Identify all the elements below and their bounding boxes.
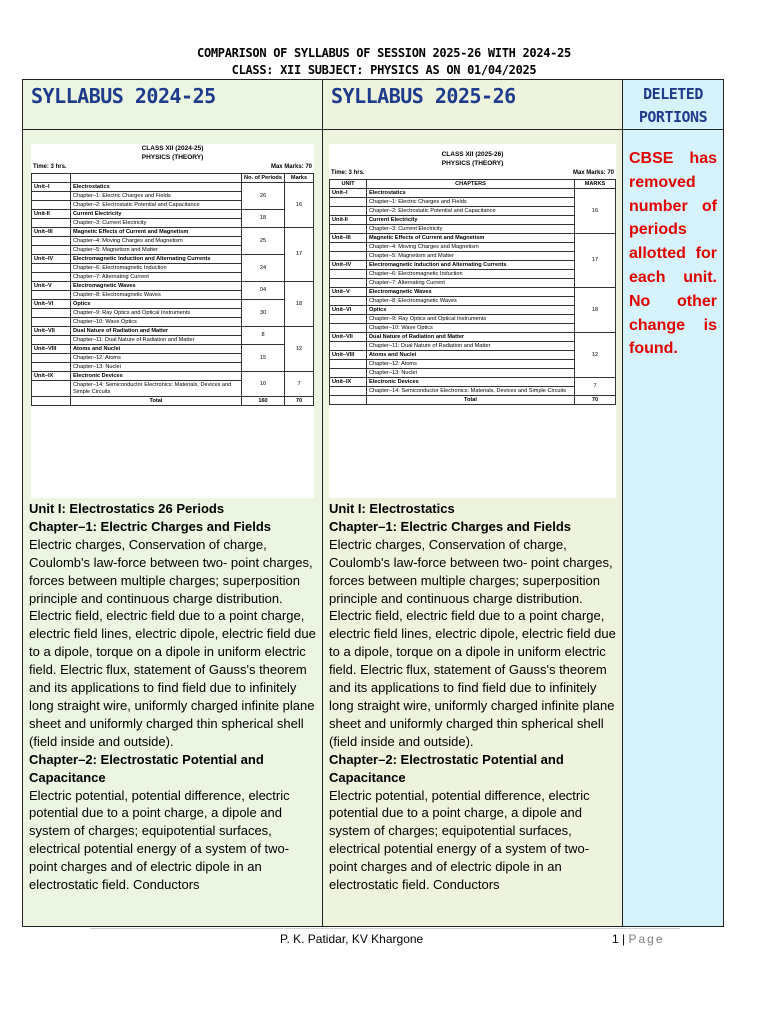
chapter-body: Electric charges, Conservation of charge, Coulomb's law-force between two- point charges, forces between multiple charges; superposition principle and continuous charge distribution. Electric field, electric field due to a point charge, electric field lines, electric dipole, electric field due to a dipole, torque on a dipole in uniform electric field. Electric flux, statement of Gauss's theorem and its applications to find field due to infinitely long straight wire, uniformly charged infinite plane sheet and uniformly charged thin spherical shell (field inside and outside). — [29, 536, 316, 749]
footer-divider — [90, 928, 680, 929]
chapter-heading: Chapter–2: Electrostatic Potential and Capacitance — [29, 751, 264, 785]
footer-author: P. K. Patidar, KV Khargone — [280, 932, 424, 946]
chapter-body: Electric charges, Conservation of charge, Coulomb's law-force between two- point charges, forces between multiple charges; superposition principle and continuous charge distribution. Electric field, electric field due to a point charge, electric field lines, electric dipole, electric field due to a dipole, torque on a dipole in uniform electric field. Electric flux, statement of Gauss's theorem and its applications to find field due to infinitely long straight wire, uniformly charged infinite plane sheet and uniformly charged thin spherical shell (field inside and outside). — [329, 536, 616, 749]
chapter-body: Electric potential, potential difference, electric potential due to a point charge, a dipole and system of charges; equipotential surfaces, electrical potential energy of a system of two-point charges and of electric dipole in an electrostatic field. Conductors — [29, 787, 290, 893]
chapter-heading: Chapter–1: Electric Charges and Fields — [29, 518, 272, 534]
col-heading-2024: SYLLABUS 2024-25 — [23, 80, 323, 130]
col-heading-deleted: DELETED PORTIONS — [623, 80, 724, 130]
comparison-table — [22, 79, 724, 927]
syllabus-table-image-2024: CLASS XII (2024-25) PHYSICS (THEORY) Time: 3 hrs. Max Marks: 70 No. of Periods Marks Unit–I Electrostatics 26 16 Chapter–1: Electric Charges and Fields Chapter–2: Electrostatic Potential and Capacitance Unit-II Current Electricity 18 Chapter–3: Current Electricity Unit–III Magnetic Effects of Current and Magnetism 25 17 Chapter–4: Moving Charges and Magnetism Chapter–5: Magnetism and Matter Unit–IV Electromagnetic Induction and Alternating Currents 24 Chapter–6: Electromagnetic Induction Chapter–7: Alternating Current Unit–V Electromagnetic Waves 04 18 Chapter–8: Electromagnetic Waves Unit–VI Optics 30 Chapter–9: Ray Optics and Optical Instruments Chapter–10: Wave Optics Unit–VII Dual Nature of Radiation and Matter 8 12 Chapter–11: Dual Nature of Radiation and Matter Unit–VIII Atoms and Nuclei 15 Chapter–12: Atoms Chapter–13: Nuclei Unit–IX Electronic Devices 10 7 Chapter–14: Semiconductor Electronics: Materials, Devices and Simple Circuits Total 160 70 — [31, 144, 314, 498]
cell-deleted — [623, 130, 724, 927]
doc-title: COMPARISON OF SYLLABUS OF SESSION 2025-26 WITH 2024-25 — [197, 46, 571, 60]
col-heading-2025: SYLLABUS 2025-26 — [323, 80, 623, 130]
syllabus-text-2024 — [23, 498, 322, 894]
chapter-heading: Chapter–2: Electrostatic Potential and Capacitance — [329, 751, 564, 785]
unit-heading: Unit I: Electrostatics — [329, 501, 455, 516]
page-number: 1 | Page — [612, 932, 665, 946]
unit-heading: Unit I: Electrostatics 26 Periods — [29, 501, 225, 516]
cell-2025 — [323, 130, 623, 927]
chapter-heading: Chapter–1: Electric Charges and Fields — [329, 518, 572, 534]
cell-2024 — [23, 130, 323, 927]
syllabus-text-2025 — [323, 498, 622, 894]
doc-subtitle: CLASS: XII SUBJECT: PHYSICS AS ON 01/04/2025 — [231, 63, 537, 77]
deleted-note: CBSE has removed number of periods allotted for each unit. No other change is found. — [629, 150, 717, 358]
syllabus-table-image-2025: CLASS XII (2025-26) PHYSICS (THEORY) Time: 3 hrs. Max Marks: 70 UNIT CHAPTERS MARKS Unit–I Electrostatics 16 Chapter–1: Electric Charges and Fields Chapter–2: Electrostatic Potential and Capacitance Unit-II Current Electricity Chapter–3: Current Electricity Unit–III Magnetic Effects of Current and Magnetism 17 Chapter–4: Moving Charges and Magnetism Chapter–5: Magnetism and Matter Unit–IV Electromagnetic Induction and Alternating Currents Chapter–6: Electromagnetic Induction Chapter–7: Alternating Current Unit–V Electromagnetic Waves 18 Chapter–8: Electromagnetic Waves Unit–VI Optics Chapter–9: Ray Optics and Optical Instruments Chapter–10: Wave Optics Unit–VII Dual Nature of Radiation and Matter 12 Chapter–11: Dual Nature of Radiation and Matter Unit–VIII Atoms and Nuclei Chapter–12: Atoms Chapter–13: Nuclei Unit–IX Electronic Devices 7 Chapter–14: Semiconductor Electronics: Materials, Devices and Simple Circuits Total 70 — [329, 144, 616, 498]
chapter-body: Electric potential, potential difference, electric potential due to a point charge, a dipole and system of charges; equipotential surfaces, electrical potential energy of a system of two-point charges and of electric dipole in an electrostatic field. Conductors — [329, 787, 590, 893]
